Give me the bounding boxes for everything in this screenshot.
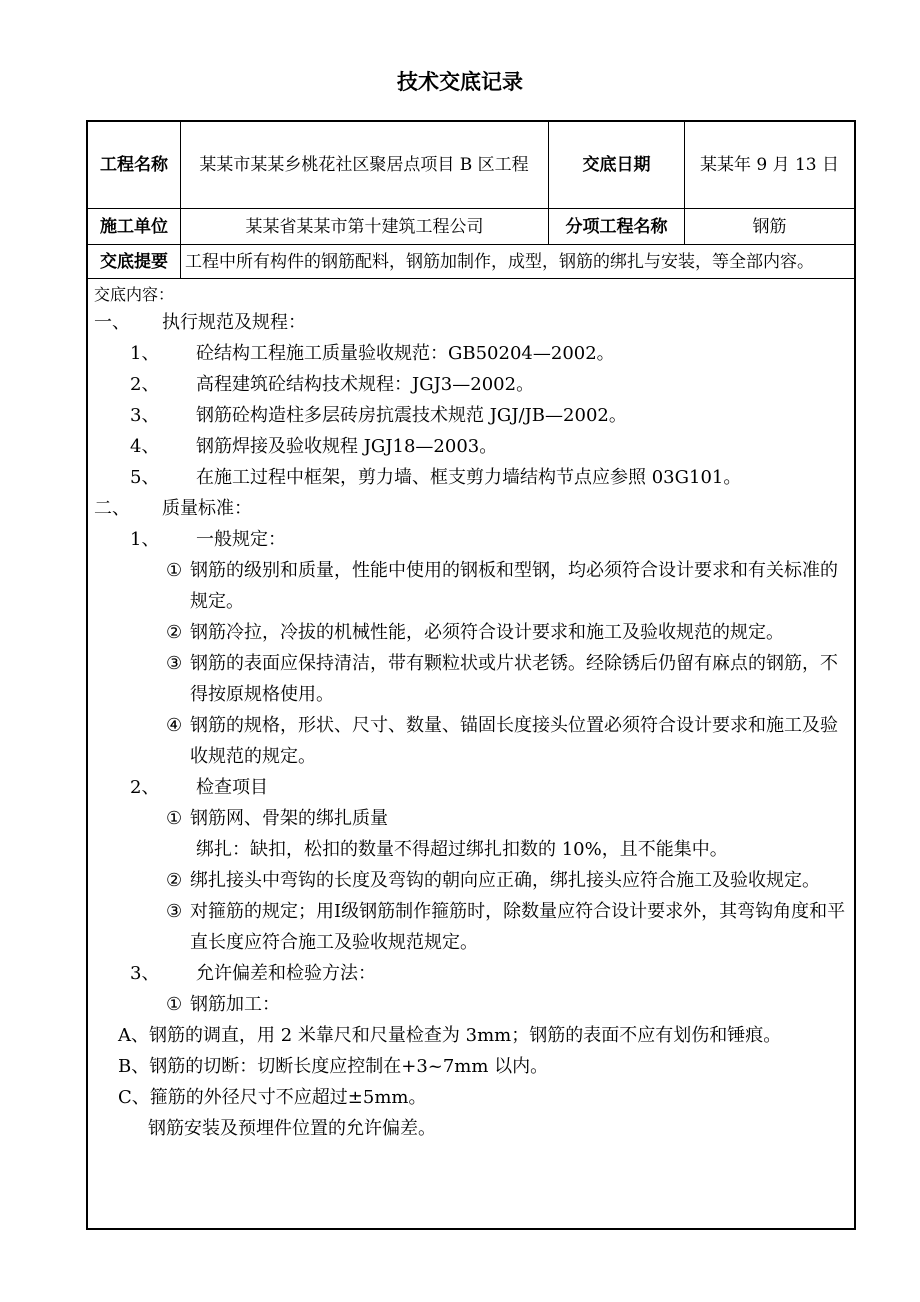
document-title: 技术交底记录: [397, 70, 523, 94]
item-text: 钢筋冷拉，冷拔的机械性能，必须符合设计要求和施工及验收规范的规定。: [190, 622, 784, 643]
disclosure-content: [94, 283, 850, 1144]
item-prefix: 3、: [130, 963, 160, 984]
list-item: [94, 803, 850, 834]
row-divider: [88, 278, 854, 279]
subitem-value: 钢筋: [752, 216, 787, 237]
item-text: 钢筋加工：: [190, 994, 280, 1015]
item-text: 在施工过程中框架，剪力墙、框支剪力墙结构节点应参照 03G101。: [196, 467, 742, 488]
item-prefix: B、: [118, 1056, 150, 1077]
date-label: 交底日期: [582, 155, 651, 175]
item-text: 钢筋网、骨架的绑扎质量: [190, 808, 388, 829]
item-text: 钢筋的调直，用 2 米靠尺和尺量检查为 3mm；钢筋的表面不应有划伤和锤痕。: [149, 1025, 782, 1046]
item-prefix: ③: [166, 653, 183, 674]
list-item: [94, 958, 850, 989]
item-text: 绑扎：缺扣，松扣的数量不得超过绑扎扣数的 10%，且不能集中。: [196, 839, 728, 860]
item-text: 允许偏差和检验方法：: [196, 963, 376, 984]
list-item: [94, 834, 850, 865]
item-prefix: ①: [166, 808, 183, 829]
list-item: [94, 400, 850, 431]
item-text: 检查项目: [196, 777, 268, 798]
item-text: 钢筋焊接及验收规程 JGJ18—2003。: [196, 436, 498, 457]
item-prefix: 一、: [94, 312, 130, 333]
item-text: 砼结构工程施工质量验收规范：GB50204—2002。: [196, 343, 615, 364]
list-item: [94, 462, 850, 493]
list-item: [94, 524, 850, 555]
item-prefix: ①: [166, 994, 183, 1015]
item-text: 钢筋安装及预埋件位置的允许偏差。: [148, 1118, 436, 1139]
item-prefix: ②: [166, 622, 183, 643]
item-text: 钢筋的规格，形状、尺寸、数量、锚固长度接头位置必须符合设计要求和施工及验收规范的规定。: [190, 715, 838, 767]
list-item: [94, 555, 850, 617]
list-item: [94, 989, 850, 1020]
item-text: 对箍筋的规定；用Ⅰ级钢筋制作箍筋时，除数量应符合设计要求外，其弯钩角度和平直长度应符合施工及验收规范规定。: [190, 901, 846, 953]
list-item: [94, 1082, 850, 1113]
item-prefix: ④: [166, 715, 183, 736]
list-item: [94, 1020, 850, 1051]
item-prefix: ③: [166, 901, 183, 922]
list-item: [94, 648, 850, 710]
item-prefix: 1、: [130, 529, 160, 550]
item-prefix: 5、: [130, 467, 160, 488]
item-prefix: ②: [166, 870, 183, 891]
date-value: 某某年 9 月 13 日: [699, 155, 840, 175]
project-name-value: 某某市某某乡桃花社区聚居点项目 B 区工程: [199, 155, 529, 175]
item-prefix: 1、: [130, 343, 160, 364]
list-item: [94, 1113, 850, 1144]
summary-value: 工程中所有构件的钢筋配料，钢筋加制作，成型，钢筋的绑扎与安装，等全部内容。: [185, 251, 814, 272]
item-text: 钢筋的级别和质量，性能中使用的钢板和型钢，均必须符合设计要求和有关标准的规定。: [190, 560, 838, 612]
summary-label: 交底提要: [100, 251, 168, 272]
item-prefix: ①: [166, 560, 183, 581]
company-label: 施工单位: [100, 216, 168, 237]
item-text: 箍筋的外径尺寸不应超过±5mm。: [149, 1087, 427, 1108]
item-text: 高程建筑砼结构技术规程：JGJ3—2002。: [196, 374, 535, 395]
list-item: [94, 338, 850, 369]
item-text: 钢筋的表面应保持清洁，带有颗粒状或片状老锈。经除锈后仍留有麻点的钢筋，不得按原规格使用。: [190, 653, 838, 705]
subitem-label: 分项工程名称: [565, 216, 668, 237]
company-value: 某某省某某市第十建筑工程公司: [245, 216, 484, 237]
item-text: 质量标准：: [162, 498, 252, 519]
list-item: [94, 710, 850, 772]
list-item: [94, 431, 850, 462]
item-text: 钢筋砼构造柱多层砖房抗震技术规范 JGJ/JB—2002。: [196, 405, 627, 426]
item-prefix: A、: [118, 1025, 149, 1046]
item-text: 一般规定：: [196, 529, 286, 550]
item-prefix: 3、: [130, 405, 160, 426]
list-item: [94, 1051, 850, 1082]
item-prefix: 2、: [130, 374, 160, 395]
list-item: [94, 617, 850, 648]
list-item: [94, 493, 850, 524]
project-name-label: 工程名称: [100, 155, 168, 175]
item-text: 钢筋的切断：切断长度应控制在+3~7mm 以内。: [149, 1056, 549, 1077]
item-prefix: 二、: [94, 498, 130, 519]
item-prefix: C、: [118, 1087, 150, 1108]
content-heading: 交底内容：: [94, 285, 175, 304]
list-item: [94, 896, 850, 958]
item-text: 绑扎接头中弯钩的长度及弯钩的朝向应正确，绑扎接头应符合施工及验收规定。: [190, 870, 820, 891]
list-item: [94, 369, 850, 400]
item-prefix: 2、: [130, 777, 160, 798]
item-text: 执行规范及规程：: [162, 312, 306, 333]
list-item: [94, 307, 850, 338]
item-prefix: 4、: [130, 436, 160, 457]
list-item: [94, 772, 850, 803]
list-item: [94, 865, 850, 896]
record-table: [86, 120, 856, 1230]
